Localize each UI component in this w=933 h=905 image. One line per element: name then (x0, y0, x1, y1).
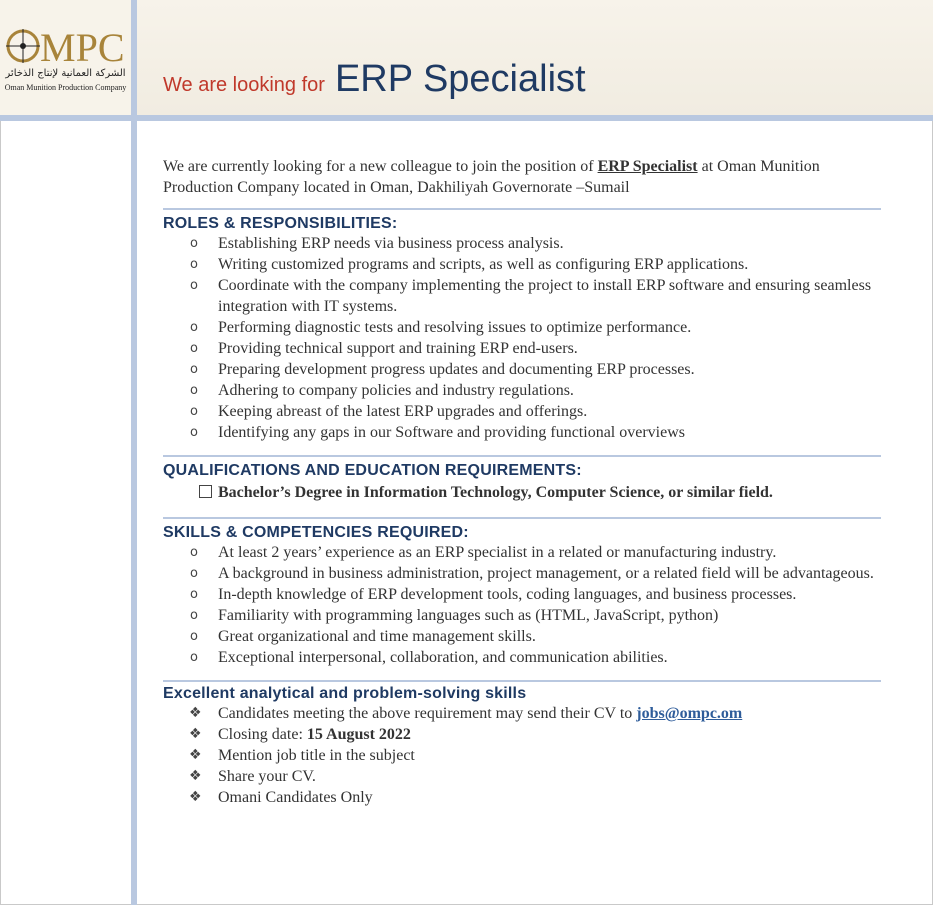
circle-bullet-icon: o (190, 278, 198, 293)
qualifications-heading: QUALIFICATIONS AND EDUCATION REQUIREMENTS: (163, 462, 582, 479)
list-item (163, 275, 881, 317)
list-item-text: A background in business administration, project management, or a related field will be advantageous. (218, 565, 874, 582)
list-item (163, 359, 881, 380)
intro-text-end: at Oman Munition Production Company located in Oman, Dakhiliyah Governorate –Sumail (163, 158, 820, 196)
list-item-text: Coordinate with the company implementing the project to install ERP software and ensuring seamless integration with IT systems. (218, 277, 872, 315)
circle-bullet-icon: o (190, 383, 198, 398)
list-item-text: Mention job title in the subject (218, 747, 415, 764)
job-posting-body (163, 156, 881, 808)
circle-bullet-icon: o (190, 404, 198, 419)
list-item (163, 626, 881, 647)
skills-heading: SKILLS & COMPETENCIES REQUIRED: (163, 524, 469, 541)
circle-bullet-icon: o (190, 425, 198, 440)
list-item-text: At least 2 years’ experience as an ERP specialist in a related or manufacturing industry. (218, 544, 777, 561)
svg-text:MPC: MPC (40, 25, 125, 68)
diamond-bullet-icon: ❖ (189, 747, 202, 763)
qualification-text: Bachelor’s Degree in Information Technology, Computer Science, or similar field. (218, 484, 773, 501)
intro-text-start: We are currently looking for a new colleague to join the position of (163, 158, 598, 175)
section-divider (163, 455, 881, 457)
list-item-text: Preparing development progress updates and documenting ERP processes. (218, 361, 695, 378)
list-item-text: Writing customized programs and scripts, as well as configuring ERP applications. (218, 256, 749, 273)
logo-arabic-name: الشركة العمانية لإنتاج الذخائر (5, 68, 126, 79)
circle-bullet-icon: o (190, 608, 198, 623)
intro-paragraph (163, 156, 881, 198)
list-item (163, 766, 881, 787)
list-item (163, 787, 881, 808)
list-item (163, 724, 881, 745)
list-item-text: Keeping abreast of the latest ERP upgrades and offerings. (218, 403, 588, 420)
circle-bullet-icon: o (190, 545, 198, 560)
diamond-bullet-icon: ❖ (189, 768, 202, 784)
company-logo (0, 0, 131, 115)
left-divider (131, 0, 137, 905)
list-item-text: Great organizational and time management skills. (218, 628, 536, 645)
list-item-text: Share your CV. (218, 768, 316, 785)
intro-role-name: ERP Specialist (597, 158, 698, 175)
section-divider (163, 680, 881, 682)
list-item (163, 647, 881, 668)
ompc-logo-icon (4, 24, 128, 68)
circle-bullet-icon: o (190, 362, 198, 377)
list-item-text: Exceptional interpersonal, collaboration, and communication abilities. (218, 649, 668, 666)
list-item (163, 317, 881, 338)
skills-list (163, 542, 881, 668)
apply-text: Candidates meeting the above requirement may send their CV to (218, 705, 637, 722)
list-item (163, 422, 881, 443)
email-link[interactable]: jobs@ompc.om (636, 705, 743, 722)
circle-bullet-icon: o (190, 236, 198, 251)
checkbox-square-icon (199, 485, 212, 498)
circle-bullet-icon: o (190, 320, 198, 335)
headline-role: ERP Specialist (334, 58, 586, 100)
roles-heading: ROLES & RESPONSIBILITIES: (163, 215, 398, 232)
roles-list (163, 233, 881, 443)
circle-bullet-icon: o (190, 566, 198, 581)
list-item (163, 584, 881, 605)
qualification-item (163, 482, 881, 503)
closing-list (163, 703, 881, 808)
section-divider (163, 208, 881, 210)
diamond-bullet-icon: ❖ (189, 726, 202, 742)
closing-date-label: Closing date: (218, 726, 307, 743)
list-item (163, 745, 881, 766)
circle-bullet-icon: o (190, 629, 198, 644)
list-item (163, 233, 881, 254)
section-divider (163, 517, 881, 519)
list-item (163, 380, 881, 401)
circle-bullet-icon: o (190, 650, 198, 665)
headline-lead: We are looking for (163, 74, 325, 96)
circle-bullet-icon: o (190, 341, 198, 356)
logo-english-name: Oman Munition Production Company (4, 83, 127, 92)
list-item (163, 254, 881, 275)
diamond-bullet-icon: ❖ (189, 789, 202, 805)
list-item (163, 542, 881, 563)
list-item-text: Providing technical support and training ERP end-users. (218, 340, 578, 357)
page-headline (163, 58, 586, 101)
circle-bullet-icon: o (190, 257, 198, 272)
list-item (163, 401, 881, 422)
list-item-text: Familiarity with programming languages such as (HTML, JavaScript, python) (218, 607, 719, 624)
header-divider (0, 115, 933, 121)
list-item (163, 338, 881, 359)
list-item (163, 703, 881, 724)
circle-bullet-icon: o (190, 587, 198, 602)
diamond-bullet-icon: ❖ (189, 705, 202, 721)
list-item (163, 605, 881, 626)
list-item-text: Adhering to company policies and industry regulations. (218, 382, 574, 399)
list-item-text: Establishing ERP needs via business process analysis. (218, 235, 564, 252)
list-item-text: Omani Candidates Only (218, 789, 373, 806)
list-item-text: Performing diagnostic tests and resolving issues to optimize performance. (218, 319, 692, 336)
list-item-text: In-depth knowledge of ERP development tools, coding languages, and business processes. (218, 586, 797, 603)
list-item (163, 563, 881, 584)
closing-date-value: 15 August 2022 (306, 726, 411, 743)
list-item-text: Identifying any gaps in our Software and providing functional overviews (218, 424, 685, 441)
closing-heading: Excellent analytical and problem-solving skills (163, 685, 527, 702)
